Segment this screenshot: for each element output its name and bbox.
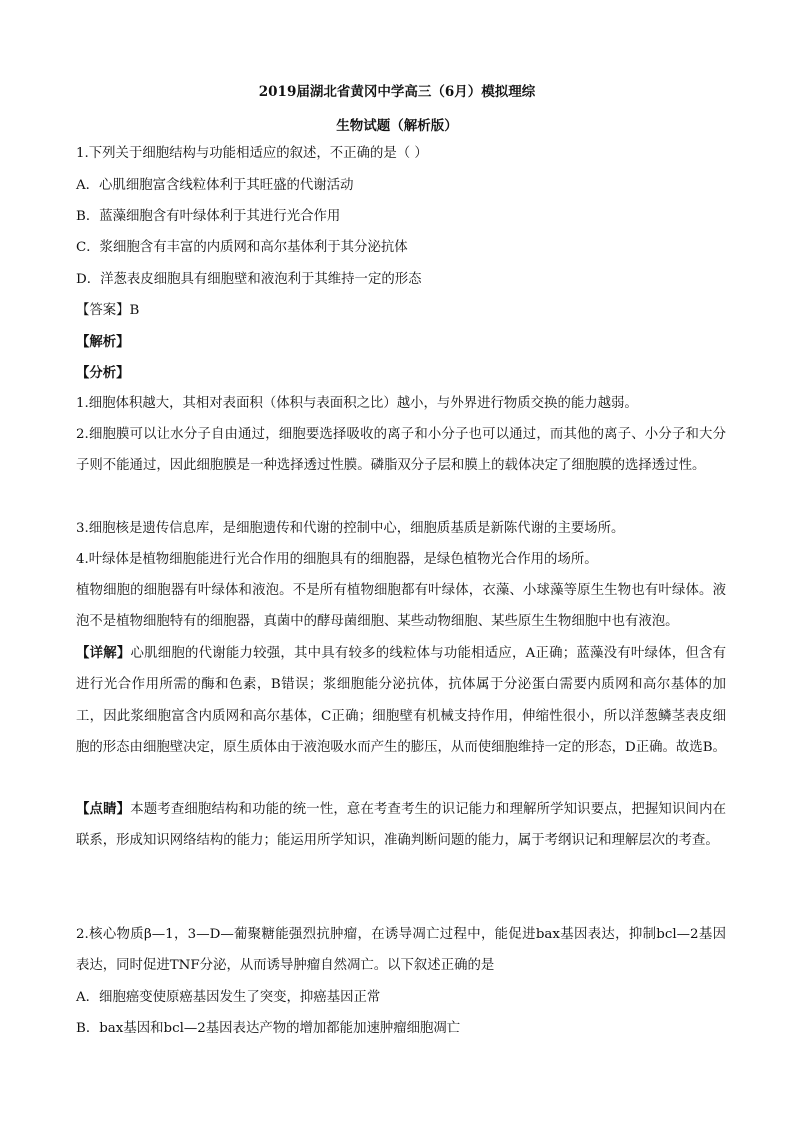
q1-analysis-4: 4.叶绿体是植物细胞能进行光合作用的细胞具有的细胞器，是绿色植物光合作用的场所。 — [76, 552, 598, 567]
q1-comment-label: 【点睛】 — [76, 801, 131, 817]
q1-option-b: B．蓝藻细胞含有叶绿体利于其进行光合作用 — [76, 209, 341, 224]
q1-option-a: A．心肌细胞富含线粒体利于其旺盛的代谢活动 — [76, 178, 354, 193]
q2-option-a: A．细胞癌变使原癌基因发生了突变，抑癌基因正常 — [76, 990, 381, 1005]
q1-detail-label: 【详解】 — [76, 645, 131, 661]
q1-comment-text: 本题考查细胞结构和功能的统一性，意在考查考生的识记能力和理解所学知识要点，把握知识间内在联系，形成知识网络结构的能力；能运用所学知识，准确判断问题的能力，属于考纲识记和理解层次的考查。 — [76, 802, 727, 849]
q1-analysis-2: 2.细胞膜可以让水分子自由通过，细胞要选择吸收的离子和小分子也可以通过，而其他的离子、小分子和大分子则不能通过，因此细胞膜是一种选择透过性膜。磷脂双分子层和膜上的载体决定了细胞膜的选择透过性。 — [76, 427, 726, 474]
q1-jiexi-label: 【解析】 — [76, 334, 130, 350]
q1-option-c: C．浆细胞含有丰富的内质网和高尔基体利于其分泌抗体 — [76, 240, 408, 255]
q1-analysis-1: 1.细胞体积越大，其相对表面积（体积与表面积之比）越小，与外界进行物质交换的能力越弱。 — [76, 396, 638, 411]
q1-comment — [76, 794, 726, 857]
q1-analysis-5: 植物细胞的细胞器有叶绿体和液泡。不是所有植物细胞都有叶绿体，衣藻、小球藻等原生生物也有叶绿体。液泡不是植物细胞特有的细胞器，真菌中的酵母菌细胞、某些动物细胞、某些原生生物细胞中也有液泡。 — [76, 583, 726, 630]
document-subtitle: 生物试题（解析版） — [336, 118, 458, 134]
q1-stem: 1.下列关于细胞结构与功能相适应的叙述，不正确的是（ ） — [76, 146, 428, 161]
q1-fenxi-label: 【分析】 — [76, 365, 130, 381]
document-title: 2019届湖北省黄冈中学高三（6月）模拟理综 — [258, 84, 536, 100]
q1-answer: 【答案】B — [76, 303, 140, 318]
q1-detail — [76, 638, 726, 763]
q2-option-b: B．bax基因和bcl—2基因表达产物的增加都能加速肿瘤细胞凋亡 — [76, 1021, 461, 1036]
q1-analysis-3: 3.细胞核是遗传信息库，是细胞遗传和代谢的控制中心，细胞质基质是新陈代谢的主要场所。 — [76, 521, 625, 536]
q2-stem: 2.核心物质β—1，3—D—葡聚糖能强烈抗肿瘤，在诱导凋亡过程中，能促进bax基因表达，抑制bcl—2基因表达，同时促进TNF分泌，从而诱导肿瘤自然凋亡。以下叙述正确的是 — [76, 927, 726, 974]
q1-detail-text: 心肌细胞的代谢能力较强，其中具有较多的线粒体与功能相适应，A正确；蓝藻没有叶绿体，但含有进行光合作用所需的酶和色素，B错误；浆细胞能分泌抗体，抗体属于分泌蛋白需要内质网和高尔基体的加工，因此浆细胞富含内质网和高尔基体，C正确；细胞壁有机械支持作用，伸缩性很小，所以洋葱鳞茎表皮细胞的形态由细胞壁决定，原生质体由于液泡吸水而产生的膨压，从而使细胞维持一定的形态，D正确。故选B。 — [76, 646, 726, 755]
q1-option-d: D．洋葱表皮细胞具有细胞壁和液泡利于其维持一定的形态 — [76, 272, 422, 287]
